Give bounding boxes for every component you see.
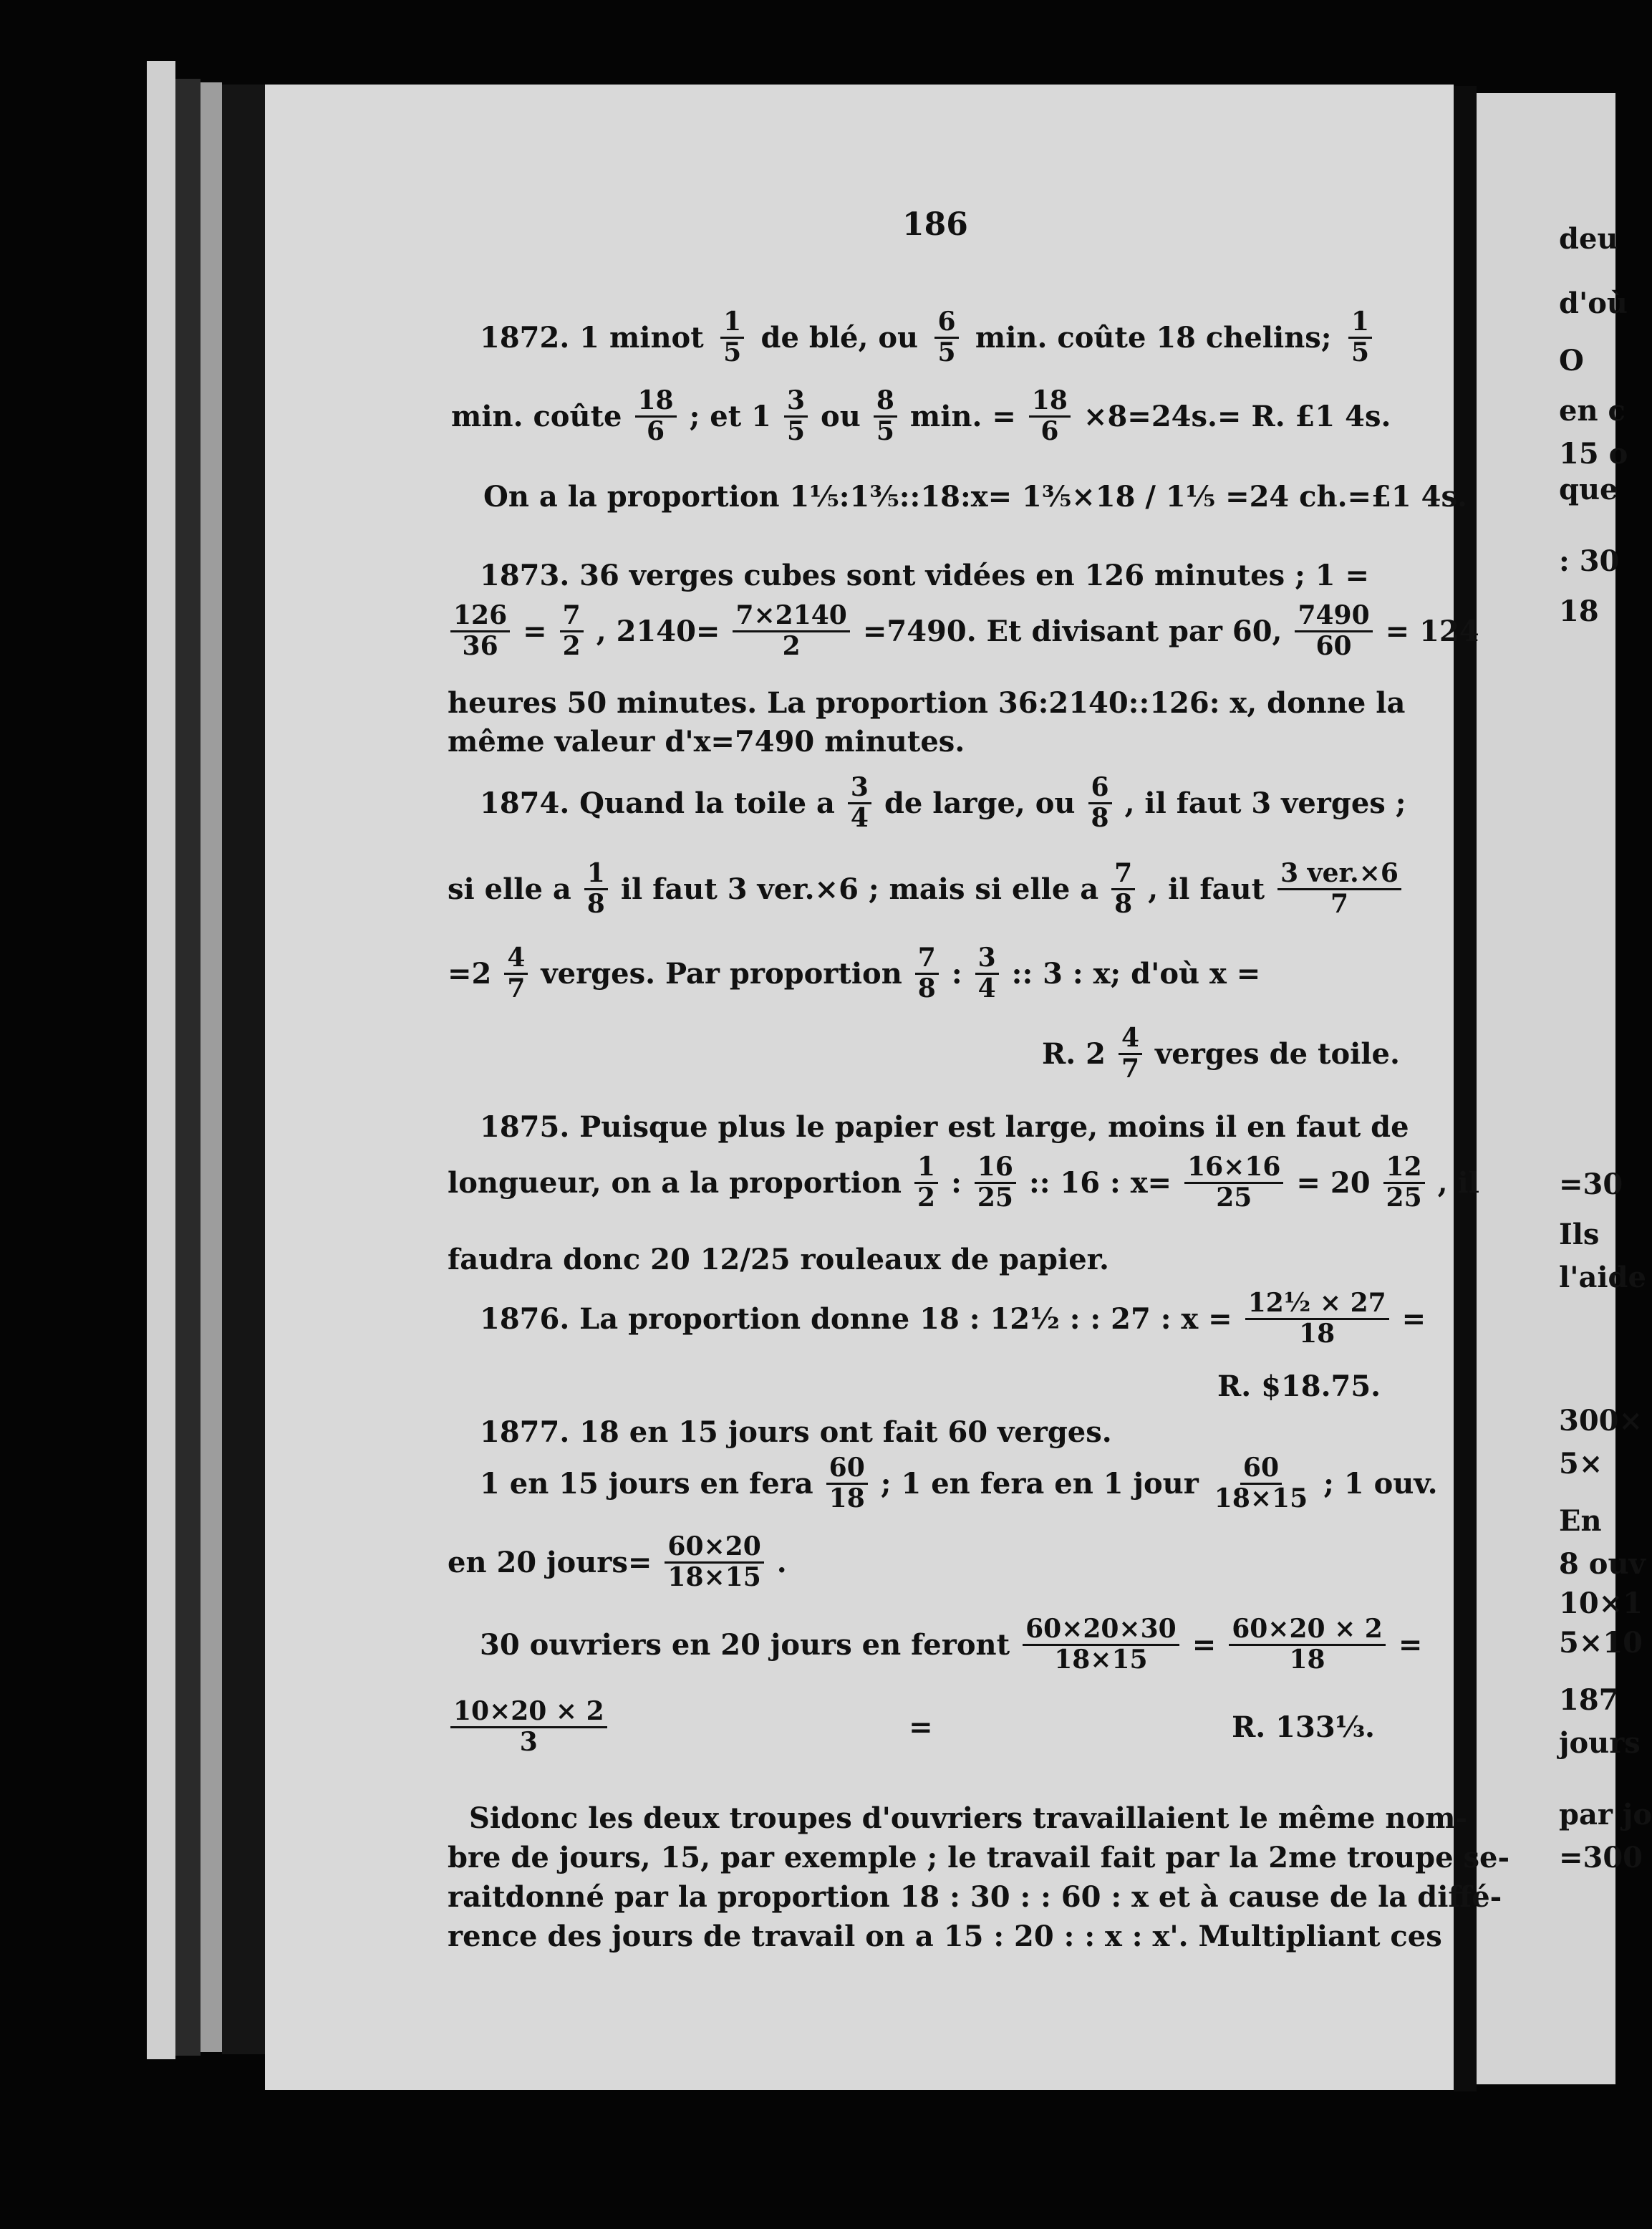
fraction-denominator: 2 xyxy=(562,630,581,661)
text-line xyxy=(1042,1024,1400,1083)
line-text: heures 50 minutes. La proportion 36:2140::126: x, donne la xyxy=(448,686,1406,720)
fraction-denominator: 6 xyxy=(1040,415,1059,446)
right-page-fragment: 8 ouv xyxy=(1559,1547,1646,1581)
fraction-denominator: 18 xyxy=(1299,1318,1335,1349)
fraction xyxy=(1295,602,1372,660)
fraction xyxy=(975,944,999,1003)
line-text: raitdonné par la proportion 18 : 30 : : 60 : x et à cause de la diffé- xyxy=(448,1880,1502,1914)
fraction-denominator: 2 xyxy=(782,630,801,661)
line-text: si elle a xyxy=(448,872,571,906)
fraction xyxy=(1383,1153,1425,1212)
fraction xyxy=(784,387,808,446)
text-line xyxy=(480,772,1406,833)
line-text: :: 16 : x= xyxy=(1028,1165,1172,1200)
line-text: : xyxy=(951,956,962,991)
line-text: R. £1 4s. xyxy=(1251,399,1391,433)
text-line xyxy=(1217,1369,1381,1403)
right-page-fragment: 18 xyxy=(1559,594,1599,628)
right-page-fragment: par jo xyxy=(1559,1798,1652,1831)
fraction-numerator: 10×20 × 2 xyxy=(450,1698,607,1728)
text-line xyxy=(469,1801,1468,1835)
fraction-numerator: 18 xyxy=(635,387,677,418)
fraction-numerator: 4 xyxy=(1119,1024,1142,1055)
fraction xyxy=(450,1698,607,1756)
right-page-fragment: deu xyxy=(1559,222,1618,256)
line-text: = xyxy=(909,1710,933,1744)
right-page-fragment: En xyxy=(1559,1504,1602,1538)
left-page xyxy=(265,85,1454,2090)
fraction-denominator: 8 xyxy=(1091,802,1109,833)
text-line xyxy=(483,480,1467,514)
fraction-numerator: 3 xyxy=(848,774,871,804)
text-line xyxy=(448,858,1399,919)
fraction-numerator: 60×20 xyxy=(665,1533,763,1564)
fraction-denominator: 7 xyxy=(507,973,526,1003)
text-line xyxy=(448,944,1260,1003)
fraction-numerator: 7×2140 xyxy=(733,602,849,632)
line-text: de large, ou xyxy=(884,786,1076,820)
fraction-numerator: 1 xyxy=(720,308,744,339)
text-line xyxy=(480,1415,1112,1449)
text-line xyxy=(448,600,1479,661)
fraction-denominator: 60 xyxy=(1315,630,1352,661)
line-text: rence des jours de travail on a 15 : 20 : : x : x'. Multipliant ces xyxy=(448,1920,1442,1953)
fraction xyxy=(1119,1024,1142,1083)
fraction xyxy=(848,774,871,832)
line-text: min. coûte xyxy=(451,399,622,433)
line-text: = xyxy=(1401,1301,1426,1336)
fraction xyxy=(874,387,897,446)
line-text: min. coûte 18 chelins; xyxy=(975,320,1332,355)
book-edge-light xyxy=(147,61,175,2059)
fraction-denominator: 25 xyxy=(977,1182,1013,1213)
line-text: 30 ouvriers en 20 jours en feront xyxy=(480,1627,1010,1662)
fraction-numerator: 12 xyxy=(1383,1153,1425,1184)
line-text: = xyxy=(1398,1627,1423,1662)
fraction xyxy=(1023,1615,1179,1674)
book-edge-grey xyxy=(201,82,222,2052)
fraction-denominator: 7 xyxy=(1330,888,1349,919)
fraction-denominator: 3 xyxy=(519,1726,538,1757)
fraction-numerator: 3 ver.×6 xyxy=(1277,860,1401,890)
fraction-numerator: 1 xyxy=(1348,308,1372,339)
fraction-numerator: 3 xyxy=(975,944,999,975)
fraction-denominator: 5 xyxy=(786,415,806,446)
book-edge-dark xyxy=(175,79,201,2056)
fraction xyxy=(584,860,608,918)
text-line xyxy=(480,1453,1438,1513)
fraction-numerator: 7 xyxy=(1111,860,1135,890)
text-line xyxy=(448,1920,1442,1953)
fraction xyxy=(914,1153,938,1212)
book-edge-shadow xyxy=(222,85,265,2054)
fraction xyxy=(1277,860,1401,918)
line-text: verges de toile. xyxy=(1155,1036,1400,1071)
line-text: = xyxy=(1192,1627,1217,1662)
fraction-numerator: 16×16 xyxy=(1184,1153,1283,1184)
fraction-denominator: 5 xyxy=(1351,337,1369,367)
line-text: ; 1 en fera en 1 jour xyxy=(880,1466,1199,1501)
fraction-denominator: 5 xyxy=(723,337,742,367)
line-text: . xyxy=(776,1545,787,1579)
fraction-denominator: 25 xyxy=(1386,1182,1422,1213)
fraction-denominator: 5 xyxy=(937,337,956,367)
line-text: de blé, ou xyxy=(760,320,919,355)
line-text: longueur, on a la proportion xyxy=(448,1165,902,1200)
line-text: 1877. 18 en 15 jours ont fait 60 verges. xyxy=(480,1415,1112,1449)
fraction xyxy=(915,944,939,1003)
fraction-numerator: 7490 xyxy=(1295,602,1372,632)
fraction-numerator: 126 xyxy=(450,602,510,632)
fraction xyxy=(1029,387,1071,446)
line-text: = xyxy=(523,614,547,648)
line-text: bre de jours, 15, par exemple ; le travail fait par la 2me troupe se- xyxy=(448,1841,1510,1874)
fraction-numerator: 8 xyxy=(874,387,897,418)
line-text: 1875. Puisque plus le papier est large, moins il en faut de xyxy=(480,1110,1409,1144)
fraction xyxy=(1111,860,1135,918)
line-text: R. 2 xyxy=(1042,1036,1106,1071)
line-text: 1872. 1 minot xyxy=(480,320,704,355)
fraction-denominator: 18 xyxy=(1289,1644,1325,1675)
line-text: ; 1 ouv. xyxy=(1323,1466,1438,1501)
fraction-numerator: 4 xyxy=(504,944,528,975)
fraction-numerator: 60×20×30 xyxy=(1023,1615,1179,1646)
fraction-numerator: 18 xyxy=(1029,387,1071,418)
fraction-denominator: 18 xyxy=(829,1483,865,1513)
right-page-fragment: =30 xyxy=(1559,1168,1623,1201)
text-line xyxy=(448,1533,787,1592)
fraction xyxy=(826,1454,868,1513)
fraction-denominator: 8 xyxy=(1114,888,1133,919)
line-text: R. $18.75. xyxy=(1217,1369,1381,1403)
line-text: 1873. 36 verges cubes sont vidées en 126 minutes ; 1 = xyxy=(480,559,1370,592)
fraction xyxy=(504,944,528,1003)
fraction-numerator: 16 xyxy=(975,1153,1016,1184)
fraction xyxy=(560,602,584,660)
right-page-fragment: en c xyxy=(1559,394,1626,428)
right-page-fragment: 10×1 xyxy=(1559,1587,1643,1620)
right-page-fragment: =300 xyxy=(1559,1841,1643,1874)
fraction xyxy=(450,602,510,660)
line-text: ; et 1 xyxy=(689,399,771,433)
fraction xyxy=(1212,1454,1310,1513)
text-line xyxy=(448,725,965,759)
fraction xyxy=(1245,1289,1389,1348)
text-line xyxy=(448,1880,1502,1914)
line-text: min. = xyxy=(909,399,1016,433)
right-page-fragment: : 30 xyxy=(1559,544,1620,578)
line-text: On a la proportion 1⅕:1⅗::18:x= 1⅗×18 / 1⅕ =24 ch.=£1 4s. xyxy=(483,480,1467,514)
right-page-fragment: 300× xyxy=(1559,1404,1643,1438)
line-text: ×8=24s.= xyxy=(1083,399,1242,433)
text-line xyxy=(448,1698,1375,1756)
line-text: 1 en 15 jours en fera xyxy=(480,1466,813,1501)
line-text: , 2140= xyxy=(596,614,720,648)
fraction xyxy=(1088,774,1112,832)
text-line xyxy=(480,308,1375,367)
line-text: verges. Par proportion xyxy=(541,956,902,991)
fraction xyxy=(720,308,744,367)
line-text: , il faut xyxy=(1148,872,1265,906)
fraction-denominator: 7 xyxy=(1121,1053,1139,1084)
text-line xyxy=(480,559,1375,592)
text-line xyxy=(448,1841,1510,1874)
line-text: :: 3 : x; d'où x = xyxy=(1011,956,1261,991)
fraction-denominator: 18×15 xyxy=(1214,1483,1308,1513)
right-page-fragment: jours xyxy=(1559,1726,1641,1760)
line-text: il faut 3 ver.×6 ; mais si elle a xyxy=(620,872,1099,906)
fraction-numerator: 3 xyxy=(784,387,808,418)
fraction xyxy=(934,308,958,367)
fraction-denominator: 4 xyxy=(977,973,996,1003)
fraction-denominator: 4 xyxy=(850,802,869,833)
fraction xyxy=(975,1153,1016,1212)
line-text: = 20 xyxy=(1296,1165,1371,1200)
fraction-numerator: 60 xyxy=(826,1454,868,1485)
text-line xyxy=(480,1110,1409,1144)
line-text: = 124 xyxy=(1385,614,1479,648)
fraction-numerator: 60×20 × 2 xyxy=(1229,1615,1386,1646)
right-page-fragment: que xyxy=(1559,473,1618,506)
fraction-numerator: 1 xyxy=(584,860,608,890)
fraction xyxy=(1184,1153,1283,1212)
line-text: =7490. Et divisant par 60, xyxy=(862,614,1283,648)
fraction-numerator: 7 xyxy=(560,602,584,632)
text-line xyxy=(480,1289,1426,1348)
line-text: : xyxy=(951,1165,962,1200)
text-line xyxy=(448,1243,1109,1276)
right-page-fragment: 187 xyxy=(1559,1683,1619,1717)
line-text: R. 133⅓. xyxy=(1232,1710,1375,1744)
page-number: 186 xyxy=(902,206,968,243)
right-page-fragment: 5×10 xyxy=(1559,1626,1643,1660)
right-page-fragment: l'aide xyxy=(1559,1261,1646,1294)
fraction xyxy=(1229,1615,1386,1674)
fraction xyxy=(635,387,677,446)
fraction-denominator: 8 xyxy=(586,888,605,919)
fraction-numerator: 60 xyxy=(1240,1454,1282,1485)
line-text: , il xyxy=(1437,1165,1479,1200)
right-page-fragment: Ils xyxy=(1559,1218,1600,1251)
fraction-denominator: 18×15 xyxy=(667,1561,761,1592)
fraction-numerator: 6 xyxy=(934,308,958,339)
right-page-fragment: 15 o xyxy=(1559,437,1628,471)
right-page-fragment: 5× xyxy=(1559,1447,1603,1481)
fraction xyxy=(733,602,849,660)
fraction-denominator: 18×15 xyxy=(1054,1644,1148,1675)
right-page xyxy=(1477,93,1652,2084)
fraction-numerator: 6 xyxy=(1088,774,1112,804)
right-page-fragment: O xyxy=(1559,344,1584,377)
line-text: 1874. Quand la toile a xyxy=(480,786,835,820)
fraction-denominator: 5 xyxy=(876,415,894,446)
line-text: 1876. La proportion donne 18 : 12½ : : 27 : x = xyxy=(480,1301,1232,1336)
fraction-numerator: 7 xyxy=(915,944,939,975)
page-gutter xyxy=(1454,86,1477,2091)
fraction xyxy=(665,1533,763,1592)
fraction-denominator: 25 xyxy=(1216,1182,1252,1213)
text-line xyxy=(451,385,1391,446)
line-text: faudra donc 20 12/25 rouleaux de papier. xyxy=(448,1243,1109,1276)
line-text: ou xyxy=(821,399,861,433)
right-page-fragment: d'où xyxy=(1559,287,1628,320)
fraction xyxy=(1348,308,1372,367)
fraction-numerator: 12½ × 27 xyxy=(1245,1289,1389,1320)
line-text: , il faut 3 verges ; xyxy=(1124,786,1406,820)
line-text: =2 xyxy=(448,956,492,991)
text-line xyxy=(448,686,1406,720)
line-text: même valeur d'x=7490 minutes. xyxy=(448,725,965,759)
line-text: en 20 jours= xyxy=(448,1545,652,1579)
line-text: Sidonc les deux troupes d'ouvriers travaillaient le même nom- xyxy=(469,1801,1468,1835)
fraction-denominator: 36 xyxy=(462,630,498,661)
fraction-numerator: 1 xyxy=(914,1153,938,1184)
text-line xyxy=(448,1152,1479,1213)
fraction-denominator: 2 xyxy=(917,1182,936,1213)
text-line xyxy=(480,1614,1423,1675)
fraction-denominator: 6 xyxy=(647,415,665,446)
fraction-denominator: 8 xyxy=(917,973,936,1003)
